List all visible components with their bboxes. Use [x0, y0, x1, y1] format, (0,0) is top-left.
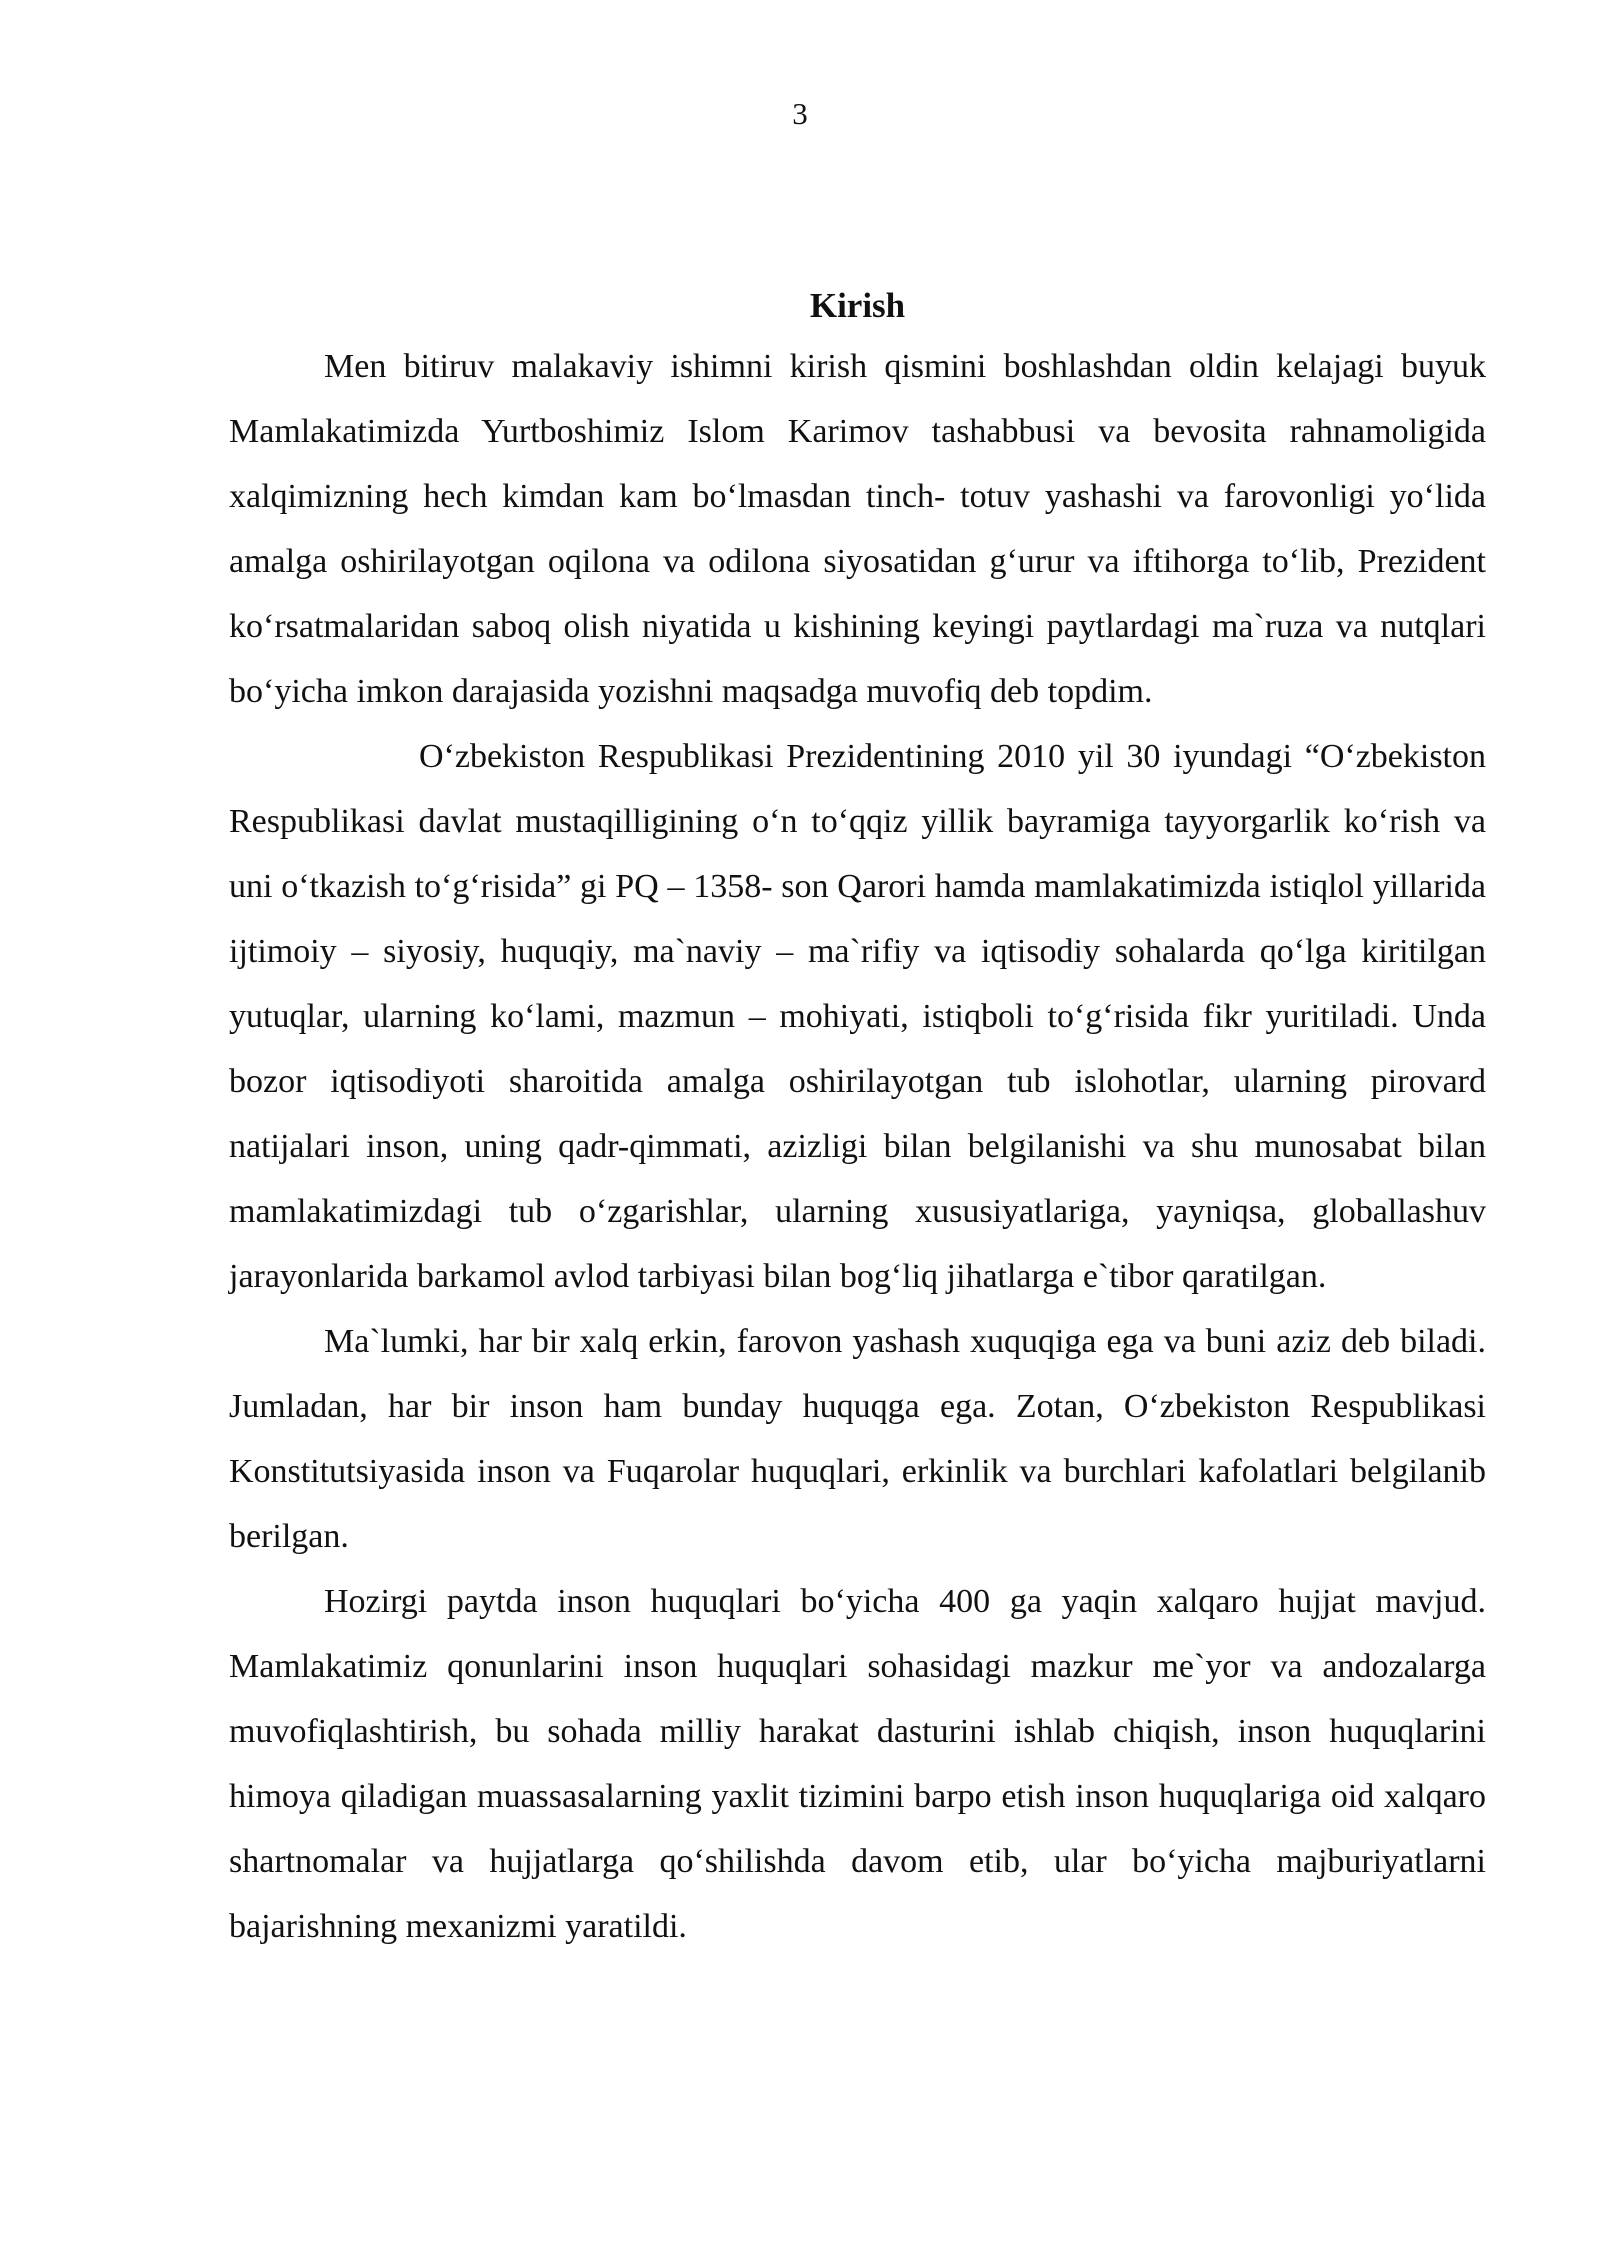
- paragraph-rights: Ma`lumki, har bir xalq erkin, farovon yashash xuquqiga ega va buni aziz deb biladi. Jumladan, har bir inson ham bunday huquqga ega. Zotan, O‘zbekiston Respublikasi Konstitutsiyasida inson va Fuqarolar huquqlari, erkinlik va burchlari kafolatlari belgilanib berilgan.: [229, 1323, 1486, 1555]
- paragraph-decree: O‘zbekiston Respublikasi Prezidentining 2010 yil 30 iyundagi “O‘zbekiston Respublikasi davlat mustaqilligining o‘n to‘qqiz yillik bayramiga tayyorgarlik ko‘rish va uni o‘tkazish to‘g‘risida” gi PQ – 1358- son Qarori hamda mamlakatimizda istiqlol yillarida ijtimoiy – siyosiy, huquqiy, ma`naviy – ma`rifiy va iqtisodiy sohalarda qo‘lga kiritilgan yutuqlar, ularning ko‘lami, mazmun – mohiyati, istiqboli to‘g‘risida fikr yuritiladi. Unda bozor iqtisodiyoti sharoitida amalga oshirilayotgan tub islohotlar, ularning pirovard natijalari inson, uning qadr-qimmati, azizligi bilan belgilanishi va shu munosabat bilan mamlakatimizdagi tub o‘zgarishlar, ularning xususiyatlariga, yayniqsa, globallashuv jarayonlarida barkamol avlod tarbiyasi bilan bog‘liq jihatlarga e`tibor qaratilgan.: [229, 738, 1486, 1295]
- paragraph-intro: Men bitiruv malakaviy ishimni kirish qismini boshlashdan oldin kelajagi buyuk Mamlakatimizda Yurtboshimiz Islom Karimov tashabbusi va bevosita rahnamoligida xalqimizning hech kimdan kam bo‘lmasdan tinch- totuv yashashi va farovonligi yo‘lida amalga oshirilayotgan oqilona va odilona siyosatidan g‘urur va iftihorga to‘lib, Prezident ko‘rsatmalaridan saboq olish niyatida u kishining keyingi paytlardagi ma`ruza va nutqlari bo‘yicha imkon darajasida yozishni maqsadga muvofiq deb topdim.: [229, 348, 1486, 710]
- document-body: [229, 278, 1486, 1959]
- document-title: Kirish: [809, 286, 906, 325]
- page-number: 3: [792, 96, 808, 131]
- paragraph-international: Hozirgi paytda inson huquqlari bo‘yicha 400 ga yaqin xalqaro hujjat mavjud. Mamlakatimiz qonunlarini inson huquqlari sohasidagi mazkur me`yor va andozalarga muvofiqlashtirish, bu sohada milliy harakat dasturini ishlab chiqish, inson huquqlarini himoya qiladigan muassasalarning yaxlit tizimini barpo etish inson huquqlariga oid xalqaro shartnomalar va hujjatlarga qo‘shilishda davom etib, ular bo‘yicha majburiyatlarni bajarishning mexanizmi yaratildi.: [229, 1583, 1486, 1945]
